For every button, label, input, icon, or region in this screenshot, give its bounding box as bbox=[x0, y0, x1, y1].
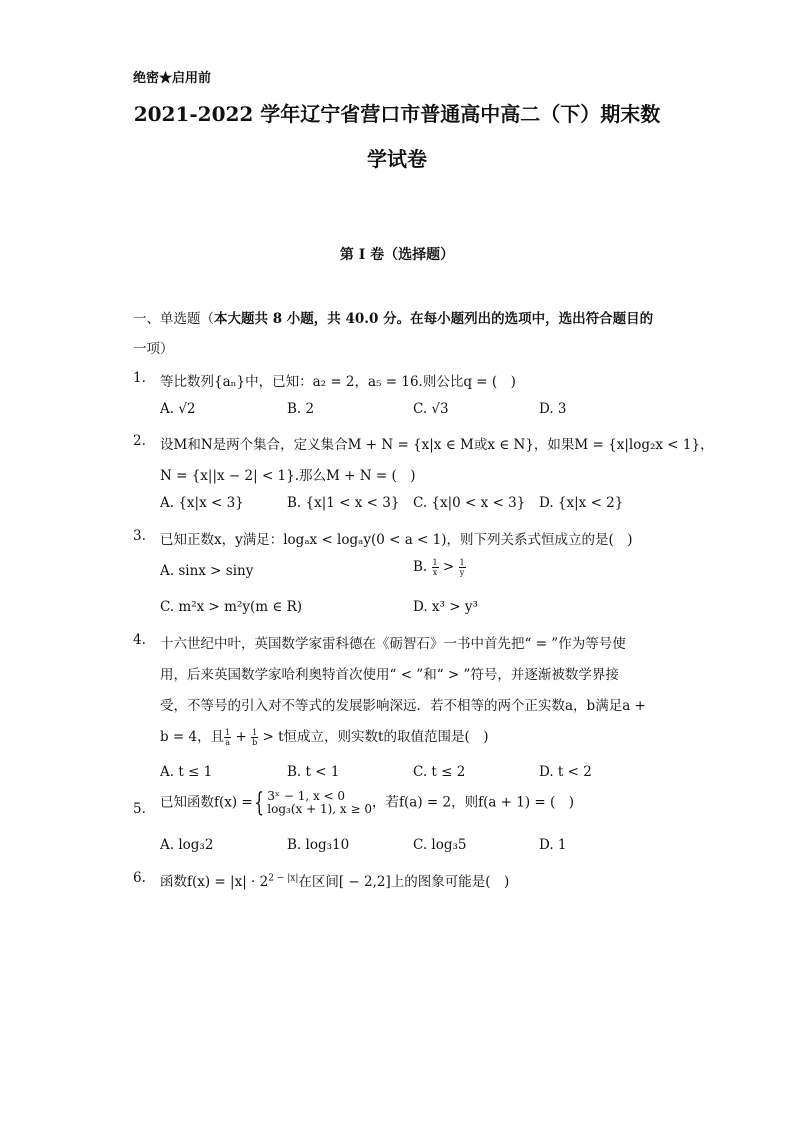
question-4-text-cont-1: 用，后来英国数学家哈利奥特首次使用“ < ”和“ > ”符号，并逐渐被数学界接 bbox=[160, 667, 619, 683]
question-2-option-a[interactable]: A. {x|x < 3} bbox=[160, 495, 244, 511]
question-4-option-c[interactable]: C. t ≤ 2 bbox=[413, 764, 466, 780]
section-heading: 一、单选题（本大题共 8 小题，共 40.0 分。在每小题列出的选项中，选出符合题目的 bbox=[133, 311, 654, 327]
question-6-number: 6. bbox=[133, 870, 146, 886]
question-5-text: 已知函数f(x) ={ 3ˣ − 1, x < 0 log₃(x + 1), x ≥ 0 ，若f(a) = 2，则f(a + 1) = ( ) bbox=[160, 788, 575, 818]
volume-heading: 第 I 卷（选择题） bbox=[339, 247, 455, 263]
question-4-text-cont-2: 受，不等号的引入对不等式的发展影响深远．若不相等的两个正实数a，b满足a + bbox=[160, 698, 646, 714]
question-5-option-d[interactable]: D. 1 bbox=[539, 837, 567, 853]
exam-title-line-1: 2021-2022 学年辽宁省营口市普通高中高二（下）期末数 bbox=[133, 102, 661, 126]
fraction-1-over-y: $\frac{1}{y}$ bbox=[459, 558, 465, 577]
question-4-option-a[interactable]: A. t ≤ 1 bbox=[160, 764, 213, 780]
left-brace-icon: { bbox=[254, 788, 264, 818]
question-1-text: 等比数列{aₙ}中，已知：a₂ = 2，a₅ = 16.则公比q = ( ) bbox=[160, 374, 516, 390]
question-3-number: 3. bbox=[133, 528, 146, 544]
question-3-text: 已知正数x，y满足：logₐx < logₐy(0 < a < 1)，则下列关系式恒成立的是( ) bbox=[160, 532, 633, 548]
question-1-option-c[interactable]: C. √3 bbox=[413, 401, 449, 417]
question-1-number: 1. bbox=[133, 370, 146, 386]
question-5-number: 5. bbox=[133, 801, 146, 817]
question-3-option-c[interactable]: C. m²x > m²y(m ∈ R) bbox=[160, 599, 303, 615]
confidential-label: 绝密★启用前 bbox=[133, 71, 212, 86]
question-2-option-c[interactable]: C. {x|0 < x < 3} bbox=[413, 495, 526, 511]
section-heading-cont: 一项） bbox=[133, 341, 174, 357]
question-4-number: 4. bbox=[133, 632, 146, 648]
question-1-option-a[interactable]: A. √2 bbox=[160, 401, 196, 417]
piecewise-function: 3ˣ − 1, x < 0 log₃(x + 1), x ≥ 0 bbox=[267, 789, 373, 816]
exam-title-line-2: 学试卷 bbox=[367, 147, 427, 171]
question-5-option-b[interactable]: B. log₃10 bbox=[287, 837, 350, 853]
question-3-option-b[interactable]: B. $\frac{1}{x}$ > $\frac{1}{y}$ bbox=[413, 558, 465, 577]
fraction-1-over-x: $\frac{1}{x}$ bbox=[432, 558, 438, 577]
question-3-option-a[interactable]: A. sinx > siny bbox=[160, 563, 254, 579]
fraction-1-over-b: $\frac{1}{b}$ bbox=[252, 728, 258, 747]
question-2-option-d[interactable]: D. {x|x < 2} bbox=[539, 495, 624, 511]
fraction-1-over-a: $\frac{1}{a}$ bbox=[225, 728, 231, 747]
question-2-option-b[interactable]: B. {x|1 < x < 3} bbox=[287, 495, 400, 511]
question-2-text: 设M和N是两个集合，定义集合M + N = {x|x ∈ M或x ∈ N}，如果M = {x|log₂x < 1}， bbox=[160, 437, 714, 453]
question-4-option-b[interactable]: B. t < 1 bbox=[287, 764, 340, 780]
question-3-option-d[interactable]: D. x³ > y³ bbox=[413, 599, 478, 615]
question-2-text-cont: N = {x||x − 2| < 1}.那么M + N = ( ) bbox=[160, 468, 416, 484]
question-5-option-c[interactable]: C. log₃5 bbox=[413, 837, 467, 853]
question-1-option-d[interactable]: D. 3 bbox=[539, 401, 567, 417]
question-4-text: 十六世纪中叶，英国数学家雷科德在《砺智石》一书中首先把“ = ”作为等号使 bbox=[160, 636, 626, 652]
question-4-text-cont-3: b = 4，且 $\frac{1}{a}$ + $\frac{1}{b}$ > t恒成立，则实数t的取值范围是( ) bbox=[160, 728, 489, 747]
question-2-number: 2. bbox=[133, 433, 146, 449]
question-1-option-b[interactable]: B. 2 bbox=[287, 401, 315, 417]
question-6-text: 函数$f(x) = |x| \cdot 2^{2 - |x|}$在区间[ − 2,2]上的图象可能是( ) bbox=[160, 873, 510, 890]
question-5-option-a[interactable]: A. log₃2 bbox=[160, 837, 214, 853]
question-4-option-d[interactable]: D. t < 2 bbox=[539, 764, 592, 780]
